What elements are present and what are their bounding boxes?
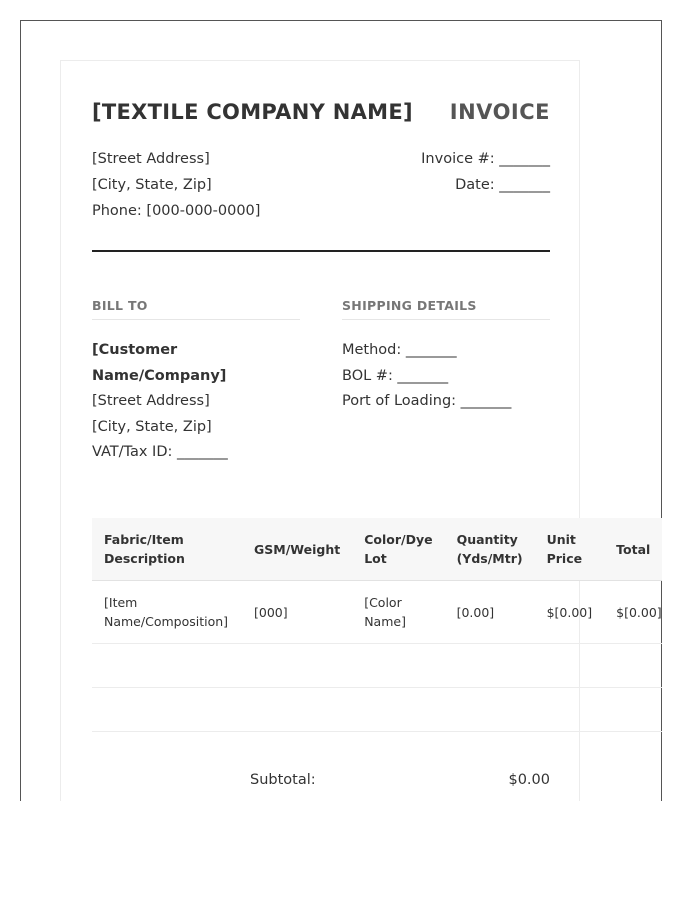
invoice-title: INVOICE bbox=[449, 100, 550, 124]
bill-to-section bbox=[92, 298, 300, 466]
invoice-date: Date: _______ bbox=[455, 177, 550, 193]
table-row bbox=[92, 581, 662, 644]
customer-name-line1: [Customer bbox=[92, 342, 178, 358]
invoice-content bbox=[92, 100, 550, 466]
col-header-total bbox=[604, 518, 662, 581]
col-header-text: GSM/Weight bbox=[254, 541, 341, 557]
cell-total: $[0.00] bbox=[604, 581, 662, 644]
shipping-body bbox=[342, 338, 550, 415]
invoice-meta bbox=[421, 146, 550, 224]
cell-quantity: [0.00] bbox=[445, 581, 535, 644]
sender-street: [Street Address] bbox=[92, 151, 210, 167]
col-header-text: Description bbox=[104, 551, 185, 566]
customer-street: [Street Address] bbox=[92, 393, 210, 409]
cell-gsm: [000] bbox=[242, 581, 352, 644]
header-divider bbox=[92, 250, 550, 252]
col-header-unit-price bbox=[535, 518, 605, 581]
shipping-section bbox=[342, 298, 550, 466]
cell-text: [Item bbox=[104, 595, 138, 610]
line-items-table bbox=[92, 518, 662, 732]
cell-unit-price: $[0.00] bbox=[535, 581, 605, 644]
subtotal-label: Subtotal: bbox=[250, 772, 316, 788]
col-header-text: (Yds/Mtr) bbox=[456, 551, 523, 566]
customer-name-line2: Name/Company] bbox=[92, 367, 227, 384]
sender-city: [City, State, Zip] bbox=[92, 177, 212, 193]
address-block bbox=[92, 146, 550, 224]
cell-description bbox=[92, 581, 242, 644]
shipping-method: Method: _______ bbox=[342, 342, 457, 358]
cell-color bbox=[352, 581, 444, 644]
col-header-text: Fabric/Item bbox=[104, 532, 184, 547]
customer-vat: VAT/Tax ID: _______ bbox=[92, 444, 228, 460]
table-row-empty bbox=[92, 644, 662, 688]
col-header-text: Lot bbox=[364, 551, 387, 566]
col-header-color bbox=[352, 518, 444, 581]
col-header-text: Unit bbox=[546, 532, 576, 547]
col-header-gsm bbox=[242, 518, 352, 581]
sender-address bbox=[92, 146, 260, 224]
col-header-text: Quantity bbox=[456, 532, 518, 547]
subtotal-value: $0.00 bbox=[508, 772, 550, 788]
invoice-number: Invoice #: _______ bbox=[421, 151, 550, 167]
subtotal-row bbox=[250, 772, 550, 788]
cell-text: Name] bbox=[364, 614, 406, 629]
shipping-port: Port of Loading: _______ bbox=[342, 393, 512, 409]
col-header-text: Color/Dye bbox=[364, 532, 433, 547]
document-viewport bbox=[20, 20, 662, 801]
shipping-bol: BOL #: _______ bbox=[342, 367, 449, 384]
col-header-text: Price bbox=[546, 551, 583, 566]
table-header-row bbox=[92, 518, 662, 581]
col-header-quantity bbox=[445, 518, 535, 581]
bill-to-title: BILL TO bbox=[92, 298, 300, 320]
col-header-description bbox=[92, 518, 242, 581]
invoice-header bbox=[92, 100, 550, 124]
bill-to-body bbox=[92, 338, 300, 466]
cell-text: [Color bbox=[364, 595, 402, 610]
col-header-text: Total bbox=[616, 541, 651, 557]
cell-text: Name/Composition] bbox=[104, 614, 229, 629]
company-name: [TEXTILE COMPANY NAME] bbox=[92, 100, 413, 124]
party-sections bbox=[92, 298, 550, 466]
table-row-empty bbox=[92, 688, 662, 732]
customer-city: [City, State, Zip] bbox=[92, 418, 212, 435]
sender-phone: Phone: [000-000-0000] bbox=[92, 203, 261, 219]
shipping-title: SHIPPING DETAILS bbox=[342, 298, 550, 320]
